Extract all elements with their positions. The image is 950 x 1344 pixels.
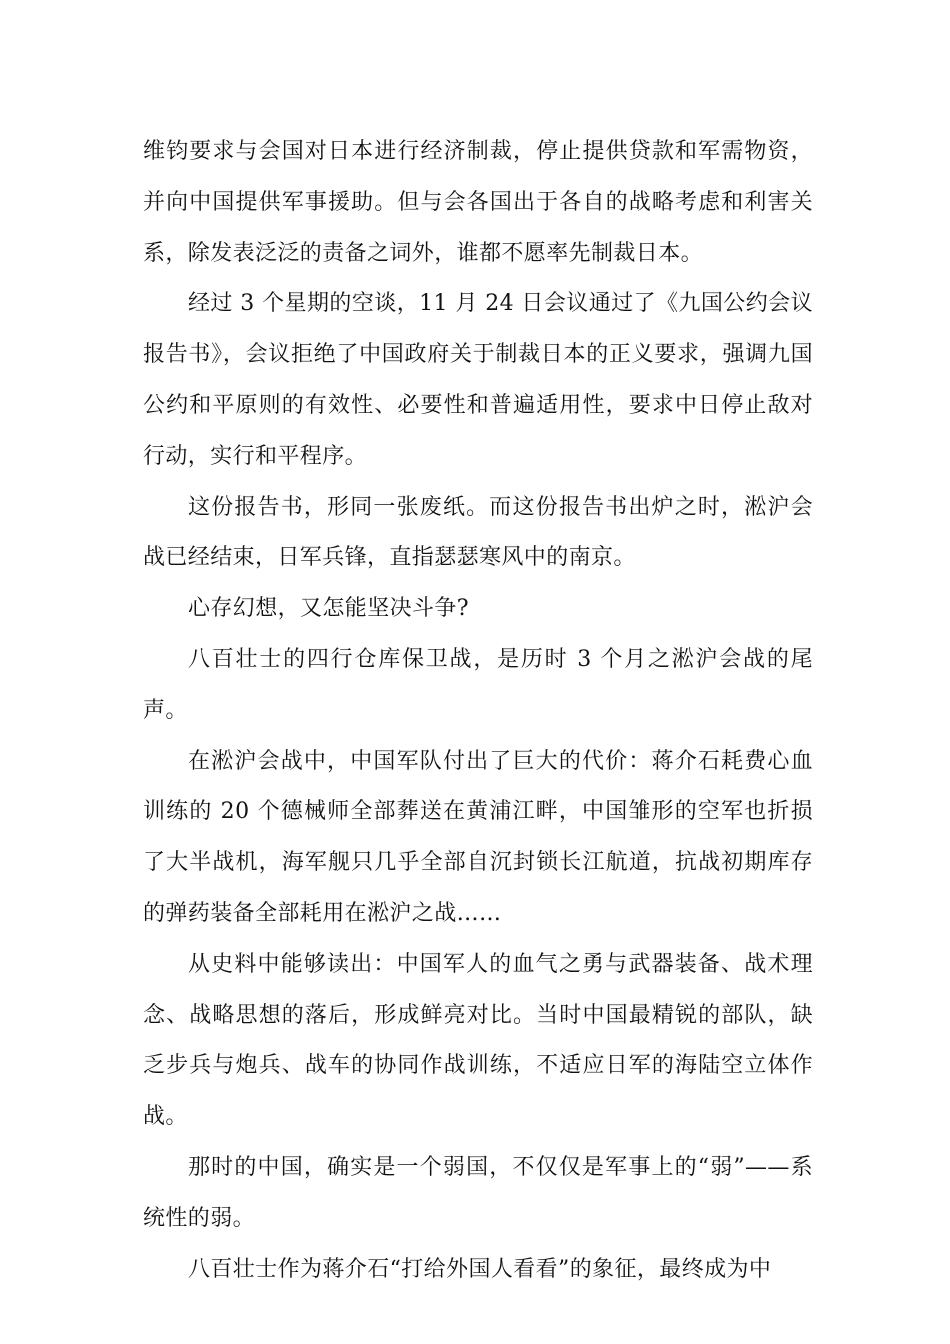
paragraph-3: 这份报告书，形同一张废纸。而这份报告书出炉之时，淞沪会战已经结束，日军兵锋，直指瑟瑟寒风中的南京。 [143, 494, 813, 571]
paragraph-7: 从史料中能够读出：中国军人的血气之勇与武器装备、战术理念、战略思想的落后，形成鲜亮对比。当时中国最精锐的部队，缺乏步兵与炮兵、战车的协同作战训练，不适应日军的海陆空立体作战。 [143, 951, 813, 1130]
paragraph-1: 维钧要求与会国对日本进行经济制裁，停止提供贷款和军需物资，并向中国提供军事援助。但与会各国出于各自的战略考虑和利害关系，除发表泛泛的责备之词外，谁都不愿率先制裁日本。 [143, 139, 813, 266]
paragraph-5: 八百壮士的四行仓库保卫战，是历时 3 个月之淞沪会战的尾声。 [143, 646, 813, 723]
paragraph-9: 八百壮士作为蒋介石“打给外国人看看”的象征，最终成为中 [188, 1256, 772, 1282]
paragraph-2: 经过 3 个星期的空谈，11 月 24 日会议通过了《九国公约会议报告书》，会议拒绝了中国政府关于制裁日本的正义要求，强调九国公约和平原则的有效性、必要性和普遍适用性，要求中日停止敌对行动，实行和平程序。 [143, 291, 813, 469]
paragraph-4: 心存幻想，又怎能坚决斗争? [188, 596, 469, 622]
paragraph-6: 在淞沪会战中，中国军队付出了巨大的代价：蒋介石耗费心血训练的 20 个德械师全部葬送在黄浦江畔，中国雏形的空军也折损了大半战机，海军舰只几乎全部自沉封锁长江航道，抗战初期库存的弹药装备全部耗用在淞沪之战…… [143, 748, 813, 926]
paragraph-8: 那时的中国，确实是一个弱国，不仅仅是军事上的“弱”——系统性的弱。 [143, 1154, 813, 1231]
document-body [143, 127, 813, 1295]
